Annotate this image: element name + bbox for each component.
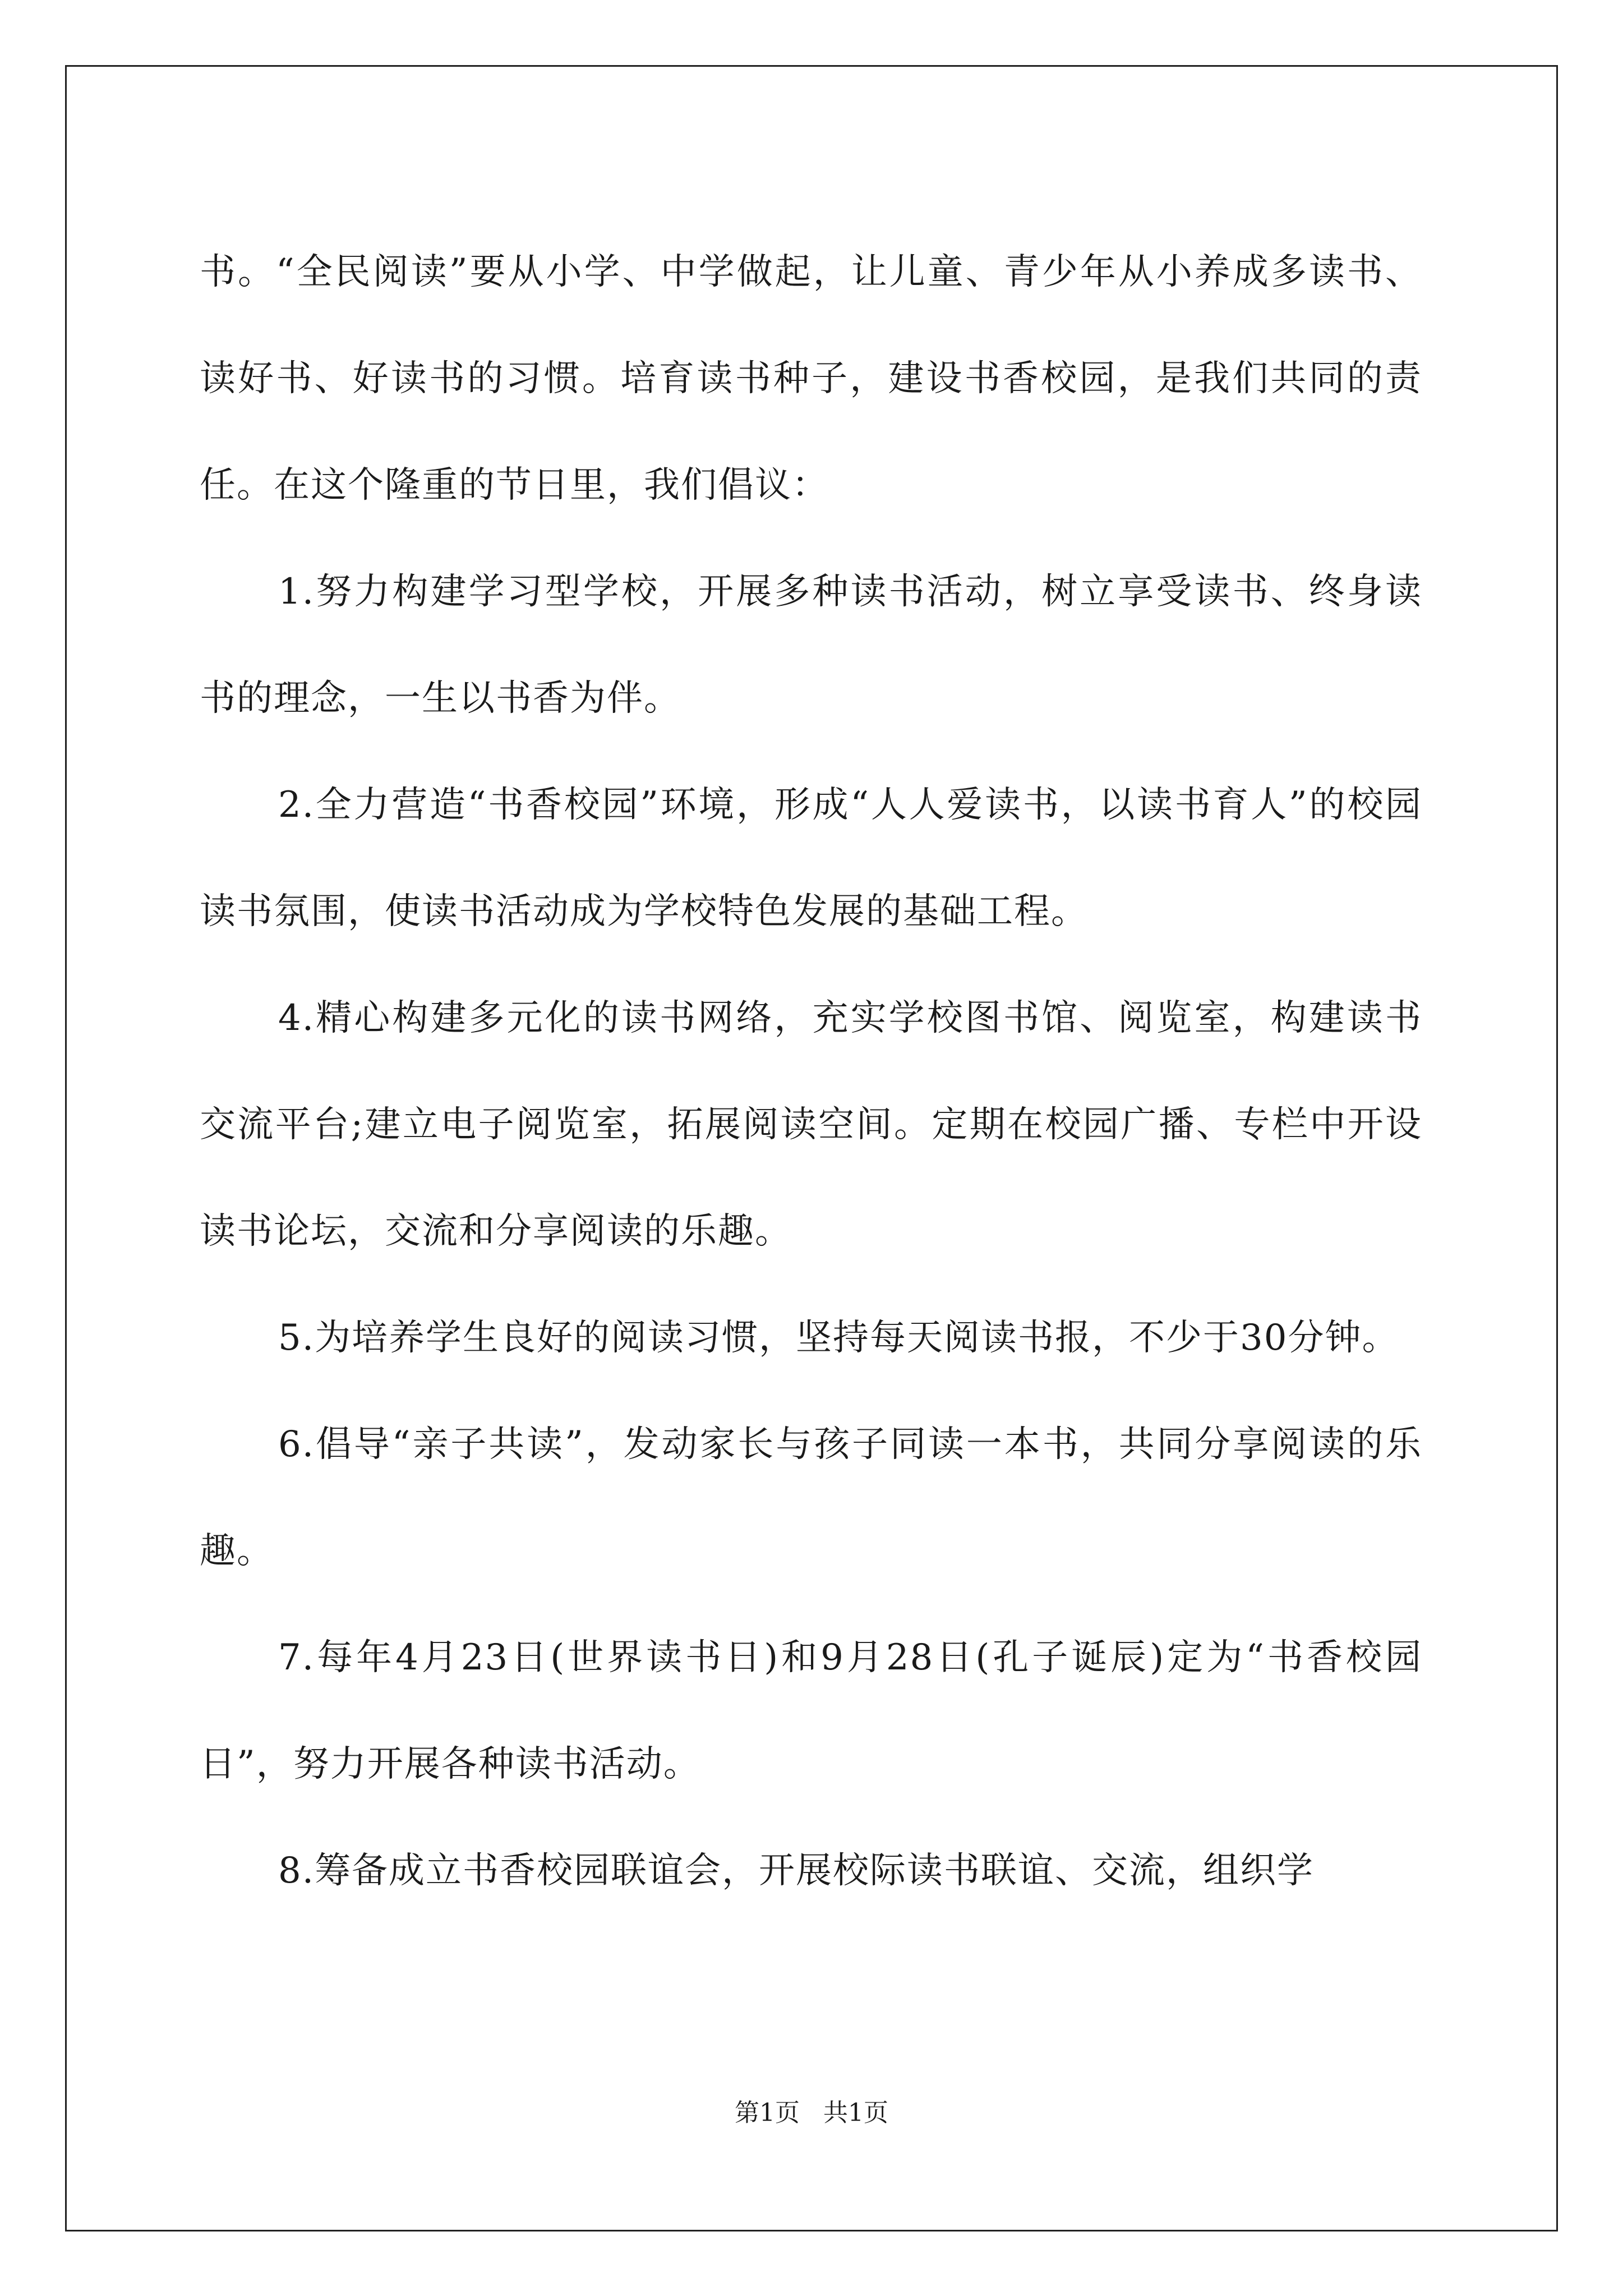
paragraph-item-2: 2.全力营造“书香校园”环境，形成“人人爱读书，以读书育人”的校园读书氛围，使读书活动成为学校特色发展的基础工程。: [200, 784, 1422, 932]
document-body: [200, 219, 1422, 1924]
paragraph-item-7: 7.每年4月23日(世界读书日)和9月28日(孔子诞辰)定为“书香校园日”，努力开展各种读书活动。: [200, 1637, 1422, 1785]
page-number-footer: 第1页 共1页: [735, 2099, 888, 2127]
paragraph-item-1: 1.努力构建学习型学校，开展多种读书活动，树立享受读书、终身读书的理念，一生以书香为伴。: [200, 571, 1422, 719]
paragraph-item-8: 8.筹备成立书香校园联谊会，开展校际读书联谊、交流，组织学: [278, 1850, 1315, 1892]
paragraph-item-6: 6.倡导“亲子共读”，发动家长与孩子同读一本书，共同分享阅读的乐趣。: [200, 1424, 1422, 1572]
paragraph-intro: 书。“全民阅读”要从小学、中学做起，让儿童、青少年从小养成多读书、读好书、好读书的习惯。培育读书种子，建设书香校园，是我们共同的责任。在这个隆重的节日里，我们倡议：: [200, 251, 1422, 506]
paragraph-item-5: 5.为培养学生良好的阅读习惯，坚持每天阅读书报，不少于30分钟。: [278, 1317, 1399, 1359]
paragraph-item-4: 4.精心构建多元化的读书网络，充实学校图书馆、阅览室，构建读书交流平台;建立电子阅览室，拓展阅读空间。定期在校园广播、专栏中开设读书论坛，交流和分享阅读的乐趣。: [200, 997, 1422, 1252]
